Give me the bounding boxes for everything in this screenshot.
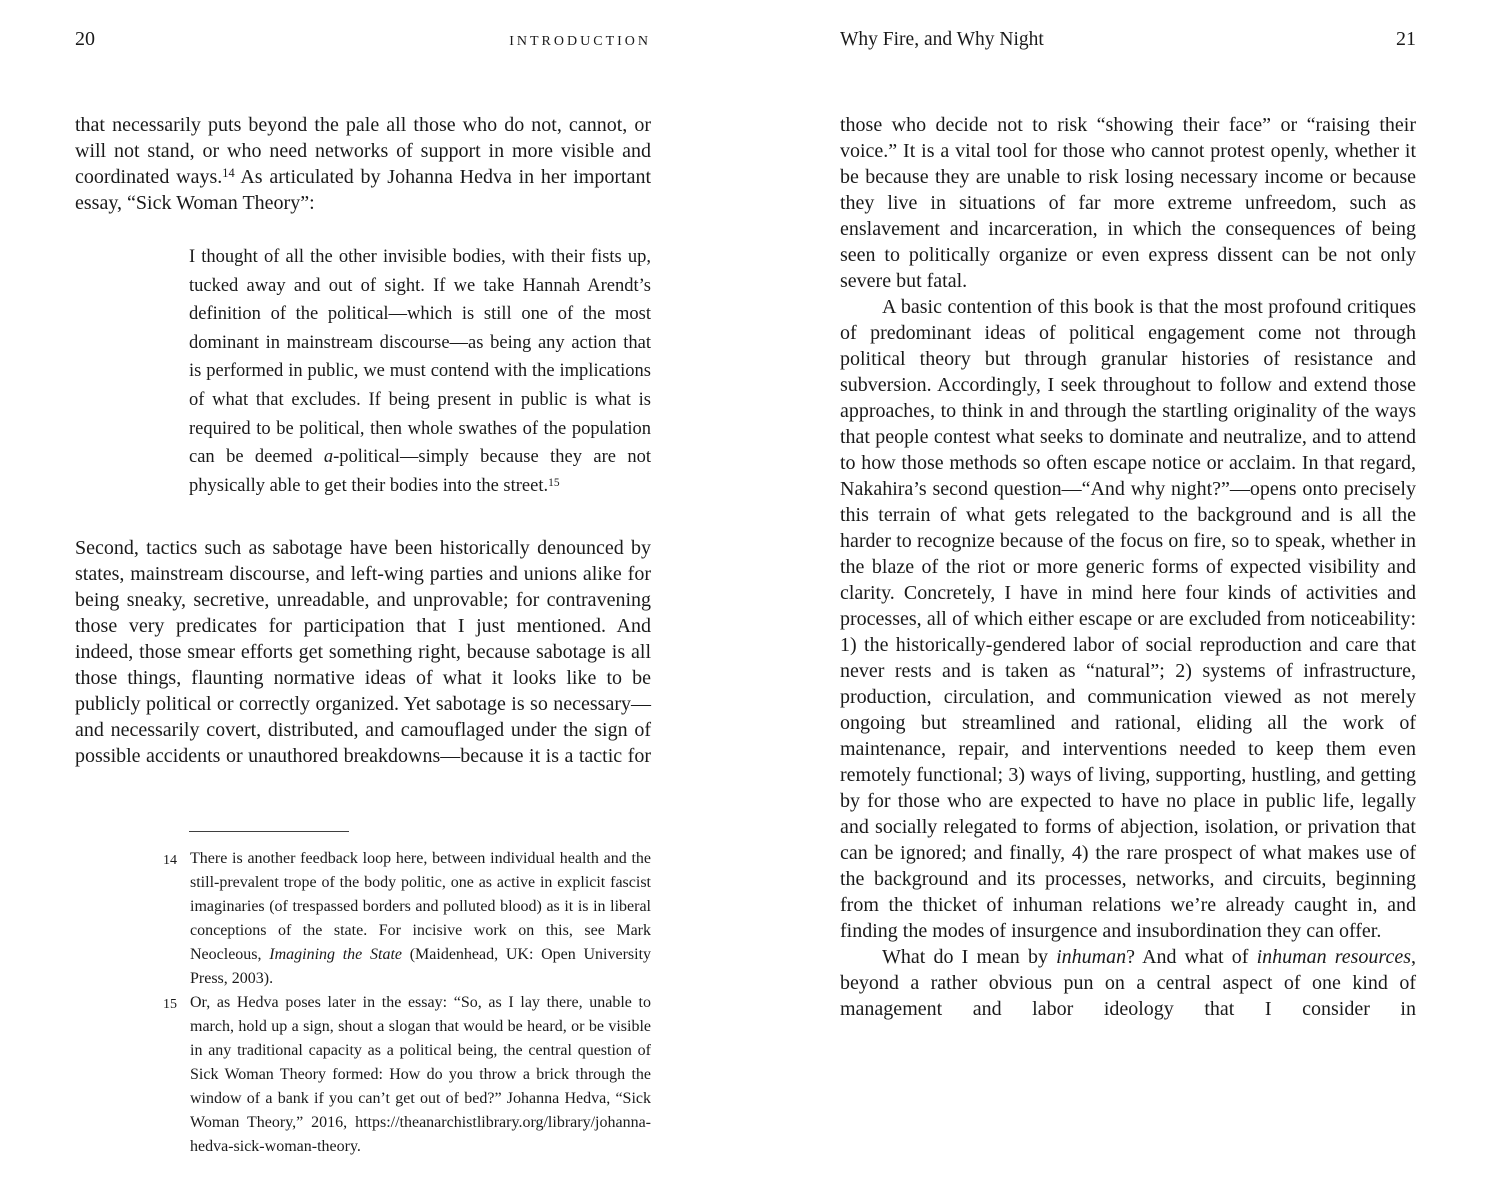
footnote-number: 14 — [163, 853, 177, 868]
intro-paragraph: that necessarily puts beyond the pale all those who do not, cannot, or will not stand, or who need networks of support in more visible and coordinated ways.$^{14}$ As articulated by Johanna Hedva in her important essay, “Sick Woman Theory”: — [75, 114, 652, 214]
running-head-chapter-title: Why Fire, and Why Night — [840, 29, 1044, 50]
body-text-left — [75, 112, 651, 769]
paragraph: those who decide not to risk “showing their face” or “raising their voice.” It is a vital tool for those who cannot protest openly, whether it be because they are unable to risk losing necessary income or because they live in situations of far more extreme unfreedom, such as enslavement and incarceration, in which the consequences of being seen to politically organize or even express dissent can be not only severe but fatal. — [840, 114, 1416, 292]
page-left — [75, 0, 651, 1200]
footnote-15 — [75, 991, 651, 1159]
page-number-right: 21 — [1396, 28, 1416, 50]
paragraph: What do I mean by inhuman? And what of inhuman resources, beyond a rather obvious pun on a central aspect of one kind of management and labor ideology that I consider in — [840, 946, 1417, 1020]
paragraph: A basic contention of this book is that the most profound critiques of predominant ideas of political engagement come not through political theory but through granular histories of resistance and subversion. Accordingly, I seek throughout to follow and extend those approaches, to think in and through the startling originality of the ways that people contest what seeks to dominate and neutralize, and to attend to how those methods so often escape notice or acclaim. In that regard, Nakahira’s second question—“And why night?”—opens onto precisely this terrain of what gets relegated to the background and is all the harder to recognize because of the focus on fire, so to speak, whether in the blaze of the riot or more generic forms of expected visibility and clarity. Concretely, I have in mind here four kinds of activities and processes, all of which either escape or are excluded from noticeability: 1) the historically-gendered labor of social reproduction and care that never rests and is taken as “natural”; 2) systems of infrastructure, production, circulation, and communication viewed as not merely ongoing but streamlined and rational, eliding all the work of maintenance, repair, and interventions needed to keep them even remotely functional; 3) ways of living, supporting, hustling, and getting by for those who are expected to have no place in public life, legally and socially relegated to forms of abjection, isolation, or privation that can be ignored; and finally, 4) the rare prospect of what makes use of the background and its processes, networks, and circuits, beginning from the thicket of inhuman relations we’re already caught in, and finding the modes of insurgence and insubordination they can offer. — [840, 296, 1416, 942]
footnote-separator-rule — [189, 831, 349, 832]
footnote-text: There is another feedback loop here, between individual health and the still-prevalent trope of the body politic, one as active in explicit fascist imaginaries (of trespassed borders and polluted blood) as it is in liberal conceptions of the state. For incisive work on this, see Mark Neocleous, Imagining the State (Maidenhead, UK: Open University Press, 2003). — [190, 850, 652, 987]
body-text-right — [840, 112, 1416, 1022]
page-number-left: 20 — [75, 28, 95, 50]
footnotes-section — [75, 831, 651, 1159]
footnote-number: 15 — [163, 997, 177, 1012]
second-paragraph: Second, tactics such as sabotage have been historically denounced by states, mainstream discourse, and left-wing parties and unions alike for being sneaky, secretive, unreadable, and unprovable; for contravening those very predicates for participation that I just mentioned. And indeed, those smear efforts get something right, because sabotage is all those things, flaunting normative ideas of what it looks like to be publicly political or correctly organized. Yet sabotage is so necessary—and necessarily covert, distributed, and camouflaged under the sign of possible accidents or unauthored breakdowns—because it is a tactic for — [75, 537, 651, 768]
footnote-14 — [75, 847, 651, 991]
page-right — [840, 0, 1416, 1200]
hedva-blockquote: I thought of all the other invisible bodies, with their fists up, tucked away and out of sight. If we take Hannah Arendt’s definition of the political—which is still one of the most dominant in mainstream discourse—as being any action that is performed in public, we must contend with the implications of what that excludes. If being present in public is what is required to be political, then whole swathes of the population can be deemed a-political—simply because they are not physically able to get their bodies into the street.$^{15}$ — [189, 247, 651, 496]
running-head-introduction: INTRODUCTION — [509, 34, 651, 49]
running-header-left — [75, 28, 651, 51]
running-header-right — [840, 28, 1416, 51]
footnote-text: Or, as Hedva poses later in the essay: “So, as I lay there, unable to march, hold up a sign, shout a slogan that would be heard, or be visible in any traditional capacity as a political being, the central question of Sick Woman Theory formed: How do you throw a brick through the window of a bank if you can’t get out of bed?” Johanna Hedva, “Sick Woman Theory,” 2016, https://theanarchistlibrary.org/library/johanna-hedva-sick-woman-theory. — [190, 994, 651, 1155]
